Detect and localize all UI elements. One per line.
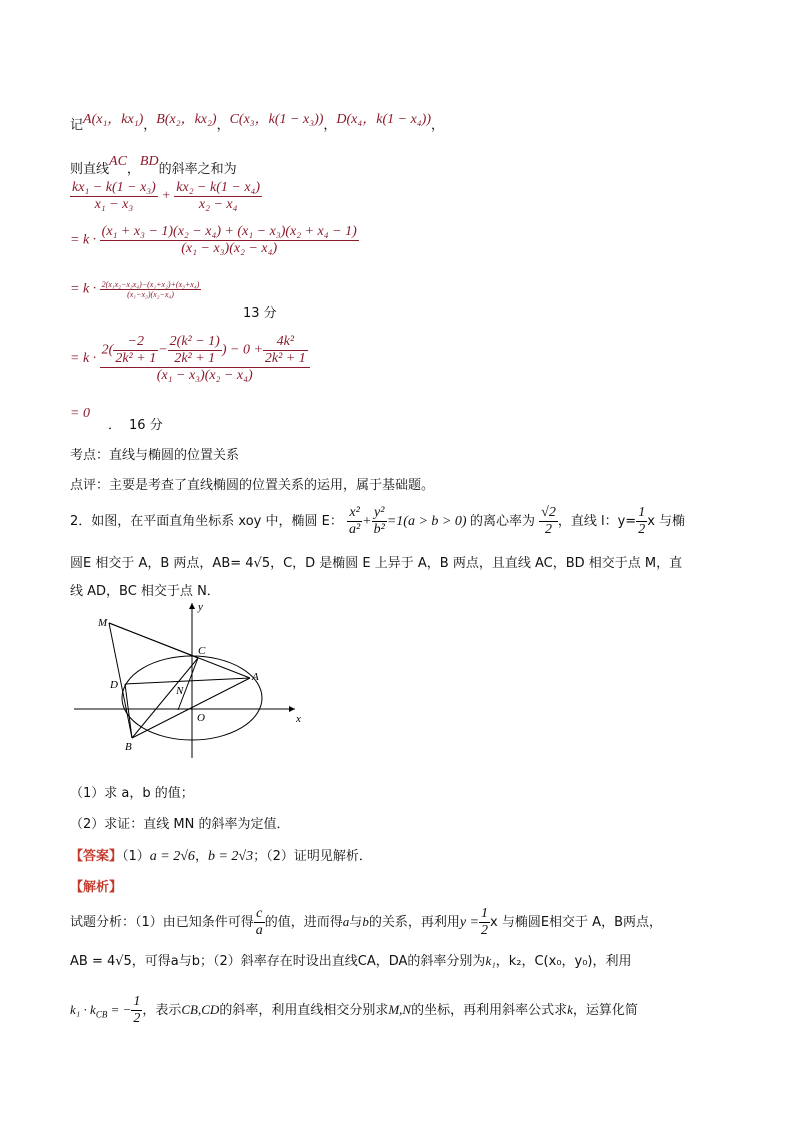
m-n: M,N (388, 1002, 412, 1017)
eq3-denominator: (x₁−x₃)(x₂−x₄) (127, 290, 174, 299)
eq4-f1-den: 2k² + 1 (115, 351, 157, 366)
question-2: （2）求证：直线 MN 的斜率为定值． (70, 817, 290, 832)
line-da (125, 678, 250, 684)
eq4-f2-den: 2k² + 1 (174, 351, 216, 366)
analysis-text: 的值，进而得 (264, 915, 343, 930)
ecc-num: √2 (541, 505, 556, 520)
problem-intro: 2．如图，在平面直角坐标系 xoy 中，椭圆 E： (70, 514, 343, 529)
k1: k₁ (485, 953, 496, 968)
line-mc (109, 623, 198, 658)
half-den: 2 (133, 1011, 141, 1026)
analysis-text: x 与椭圆E相交于 A，B两点， (490, 915, 662, 930)
frac-c: c (256, 906, 263, 921)
ellipse-a2: a² (348, 522, 361, 538)
eq1-denominator-1: x₁ − x₃ (94, 197, 134, 212)
analysis-text: 试题分析：（1）由已知条件可得 (70, 915, 254, 930)
answer-a: a = 2√6 (149, 849, 195, 864)
separator: ， (194, 849, 208, 864)
plus-sign: + (161, 188, 171, 204)
analysis-text: ，表示 (142, 1003, 182, 1018)
equals-k: = k · (70, 281, 97, 297)
separator: ， (431, 118, 445, 133)
ecc-den: 2 (545, 522, 552, 537)
answer-part1: （1） (122, 849, 150, 864)
eq4-open: 2( (101, 342, 114, 358)
ellipse-condition: =1(a > b > 0) (386, 514, 467, 529)
eq1-numerator-1: kx₁ − k(1 − x₃) (72, 180, 156, 195)
separator: ， (143, 118, 157, 133)
label-b: B (125, 741, 132, 753)
line-suffix: x 与椭 (647, 514, 686, 529)
separator: ， (126, 162, 140, 177)
label-x: x (296, 713, 301, 725)
score-16 (108, 414, 163, 433)
analysis-text: ，运算化简 (572, 1003, 638, 1018)
minus-sign: − (158, 342, 168, 358)
equation-5 (70, 402, 90, 422)
eq4-mid: ) − 0 + (221, 342, 263, 358)
ellipse-y2: y² (374, 505, 385, 521)
eq3-numerator: 2(x₁x₂−x₃x₄)−(x₁+x₂)+(x₃+x₄) (101, 280, 200, 289)
eq2-denominator: (x₁ − x₃)(x₂ − x₄) (181, 241, 278, 256)
eq2-numerator: (x₁ + x₃ − 1)(x₂ − x₄) + (x₁ − x₃)(x₂ + x₄ − 1) (101, 224, 357, 239)
answer-line (70, 845, 372, 865)
question-1: （1）求 a，b 的值； (70, 786, 194, 801)
var-k: k (567, 1002, 573, 1017)
point-c: C(x₃，k(1 − x₃)) (229, 112, 324, 127)
analysis-text: 的坐标，再利用斜率公式求 (411, 1003, 568, 1018)
answer-tag: 【答案】 (70, 849, 123, 864)
ellipse-x2: x² (349, 505, 360, 521)
slope-den: 2 (638, 522, 646, 537)
separator: ， (216, 118, 230, 133)
point-d: D(x₄，k(1 − x₄)) (336, 112, 431, 127)
analysis-text: a与b；（2）斜率存在时设出直线CA，DA的斜率分别为 (170, 954, 486, 969)
equals-minus: = − (107, 1002, 132, 1017)
analysis-text: ，k₂，C(x₀，y₀)，利用 (495, 954, 632, 969)
note-prefix: 记 (70, 118, 84, 133)
analysis-text: 的斜率，利用直线相交分别求 (219, 1003, 389, 1018)
eccentricity-label: 的离心率为 (470, 514, 536, 529)
x-axis-arrow (289, 706, 295, 712)
equation-2 (70, 224, 359, 257)
line-cn (178, 658, 198, 710)
sub-cb: CB (95, 1009, 108, 1020)
line-ba (132, 678, 250, 738)
eq4-f3-den: 2k² + 1 (264, 351, 306, 366)
point-a: A(x₁，kx₁) (83, 112, 144, 127)
kaodian: 考点：直线与椭圆的位置关系 (70, 448, 240, 463)
text-yu: 与 (349, 915, 363, 930)
line-label: ，直线 l：y= (557, 514, 637, 529)
half-num: 1 (133, 994, 141, 1009)
line-bc (132, 658, 198, 738)
slope-sum-intro (70, 154, 237, 178)
label-m: M (98, 617, 108, 629)
eq4-f3-num: 4k² (276, 334, 295, 349)
var-a: a (342, 914, 350, 929)
text-prefix: 则直线 (70, 162, 110, 177)
equals-k: = k · (70, 351, 97, 366)
problem-line-3: 线 AD，BC 相交于点 N． (70, 584, 220, 599)
intro-line (70, 114, 444, 134)
analysis-text: AB = 4√5，可得 (70, 954, 171, 969)
answer-b: b = 2√3 (207, 849, 254, 864)
problem-line-1: 2．如图，在平面直角坐标系 xoy 中，椭圆 E： $\frac{\text{x²}}{\text{a²}}$ + $\frac{\text{y²}}{\text{b²}}$ =1(a > b > 0) 的离心率为 $\frac{√2}{2}$ ，直线 l：y= $\frac{1}{2}$ x 与椭 (70, 505, 686, 538)
y-axis-arrow (189, 603, 195, 609)
equals-k: = k · (70, 232, 97, 248)
frac-a: a (255, 923, 263, 938)
analysis-line-2 (70, 950, 632, 969)
line-db (125, 684, 132, 738)
eq4-denominator: (x₁ − x₃)(x₂ − x₄) (156, 368, 253, 383)
analysis-tag: 【解析】 (70, 880, 123, 895)
line-ac: AC (109, 154, 127, 169)
cb-cd: CB,CD (181, 1002, 220, 1017)
analysis-line-3 (70, 994, 638, 1027)
analysis-text: 的关系，再利用 (368, 915, 460, 930)
y-equals: y = (459, 915, 479, 930)
problem-line-2: 圆E 相交于 A，B 两点，AB= 4√5，C，D 是椭圆 E 上异于 A，B 两点，且直线 AC，BD 相交于点 M，直 (70, 556, 683, 571)
label-y: y (198, 601, 203, 613)
k1-kcb: k₁ · k (70, 1002, 96, 1017)
equation-3 (70, 280, 201, 299)
score-13: 13 分 (243, 306, 277, 321)
equation-4 (70, 334, 310, 384)
label-o: O (197, 712, 205, 724)
eq1-denominator-2: x₂ − x₄ (198, 197, 238, 212)
separator: ， (323, 118, 337, 133)
answer-part2: ；（2）证明见解析． (253, 849, 372, 864)
point-b: B(x₂，kx₂) (156, 112, 217, 127)
dianping: 点评：主要是考查了直线椭圆的位置关系的运用，属于基础题。 (70, 478, 435, 493)
slope-num: 1 (638, 505, 646, 520)
eq1-numerator-2: kx₂ − k(1 − x₄) (176, 180, 261, 195)
line-bd: BD (139, 154, 159, 169)
var-b: b (362, 914, 369, 929)
label-a: A (252, 671, 259, 683)
ellipse-b2: b² (373, 522, 385, 538)
equals-zero: = 0 (70, 406, 90, 421)
score-text: 16 分 (129, 418, 163, 433)
ellipse-figure (70, 598, 310, 760)
text-suffix: 的斜率之和为 (158, 162, 237, 177)
half-den: 2 (481, 923, 488, 938)
eq4-f2-num: 2(k² − 1) (169, 334, 220, 349)
analysis-line-1 (70, 906, 662, 939)
label-d: D (110, 679, 118, 691)
label-n: N (176, 685, 184, 697)
label-c: C (198, 645, 206, 657)
half-num: 1 (481, 906, 488, 921)
period: ． (108, 418, 122, 433)
eq4-f1-num: −2 (127, 334, 144, 349)
equation-1 (70, 180, 262, 213)
